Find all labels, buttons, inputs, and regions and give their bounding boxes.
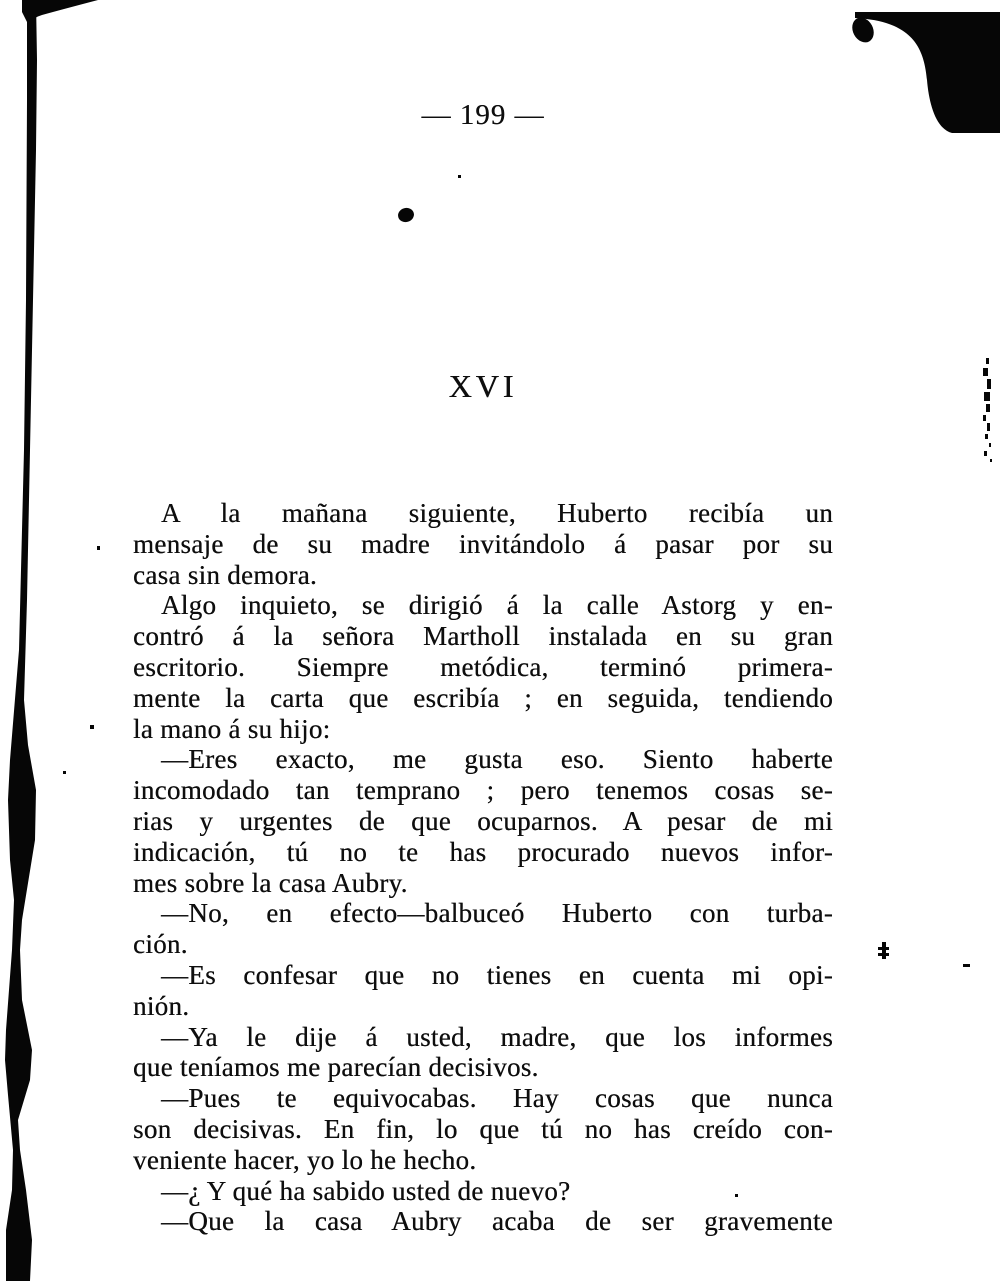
text-line: —¿ Y qué ha sabido usted de nuevo?	[161, 1175, 571, 1206]
text-line: —Ya le dije á usted, madre, que los informes	[161, 1021, 833, 1052]
text-line: mensaje de su madre invitándolo á pasar por su	[133, 528, 833, 559]
text-line: casa sin demora.	[133, 559, 317, 590]
text-line: incomodado tan temprano ; pero tenemos cosas se-	[133, 775, 833, 806]
text-line: —Pues te equivocabas. Hay cosas que nunca	[161, 1083, 833, 1114]
text-line: —Es confesar que no tienes en cuenta mi opi-	[161, 959, 833, 990]
text-line: mes sobre la casa Aubry.	[133, 867, 408, 898]
text-line: A la mañana siguiente, Huberto recibía un	[161, 498, 833, 528]
text-line: la mano á su hijo:	[133, 713, 331, 744]
corner-ink-dot	[848, 14, 878, 46]
text-line: indicación, tú no te has procurado nuevos infor-	[133, 836, 833, 867]
text-line: Algo inquieto, se dirigió á la calle Astorg y en-	[161, 590, 833, 621]
text-line: ción.	[133, 929, 188, 960]
text-line: que teníamos me parecían decisivos.	[133, 1052, 539, 1083]
text-line: mente la carta que escribía ; en seguida, tendiendo	[133, 682, 833, 713]
right-edge-speck-streak	[983, 358, 992, 462]
text-line: nión.	[133, 990, 190, 1021]
text-line: —No, en efecto—balbuceó Huberto con turba-	[161, 898, 833, 929]
text-line: —Eres exacto, me gusta eso. Siento haberte	[161, 744, 833, 775]
text-line: contró á la señora Martholl instalada en su gran	[133, 621, 833, 652]
page-number: — 199 —	[421, 99, 545, 131]
text-line: veniente hacer, yo lo he hecho.	[133, 1144, 477, 1175]
text-line: rias y urgentes de que ocuparnos. A pesar de mi	[133, 805, 833, 836]
body-text	[133, 498, 833, 1237]
gutter-shadow-line	[5, 0, 37, 1281]
text-line: son decisivas. En fin, lo que tú no has creído con-	[133, 1113, 833, 1144]
chapter-heading: XVI	[448, 368, 518, 404]
margin-mark	[878, 942, 889, 959]
gutter-top-blob	[22, 0, 98, 24]
corner-scan-blob	[855, 12, 1000, 133]
text-line: —Que la casa Aubry acaba de ser gravemente	[161, 1206, 833, 1237]
text-line: escritorio. Siempre metódica, terminó primera-	[133, 651, 833, 682]
ink-dot	[396, 206, 415, 224]
